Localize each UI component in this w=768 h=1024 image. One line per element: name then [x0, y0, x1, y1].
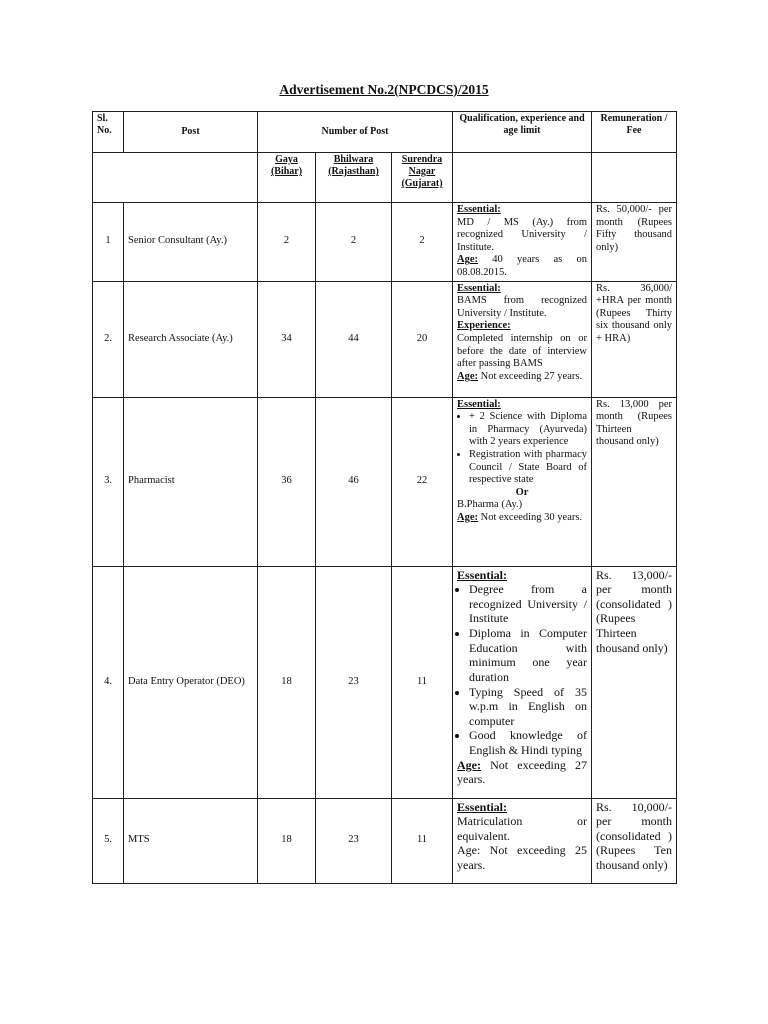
or-separator: Or	[515, 486, 529, 498]
header-number-of-post: Number of Post	[258, 112, 453, 153]
header-remuneration: Remuneration / Fee	[592, 112, 677, 153]
remuneration-cell: Rs. 13,000/- per month (consolidated ) (Rupees Thirteen thousand only)	[592, 566, 677, 798]
header-location-gaya: Gaya (Bihar)	[258, 153, 316, 203]
list-item: • Typing Speed of 35 w.p.m in English on computer	[469, 685, 587, 729]
remuneration-cell: Rs. 10,000/- per month (consolidated ) (Rupees Ten thousand only)	[592, 798, 677, 883]
sl-no: 3.	[93, 397, 124, 566]
count-bhilwara: 46	[316, 397, 392, 566]
age-label: Age:	[457, 254, 478, 266]
sl-no: 1	[93, 203, 124, 282]
age-text: Not exceeding 30 years.	[480, 511, 583, 523]
post-name: MTS	[124, 798, 258, 883]
list-item: • Good knowledge of English & Hindi typing	[469, 728, 587, 757]
header-row	[93, 112, 677, 153]
sl-no: 2.	[93, 281, 124, 397]
age-label: Age:	[457, 511, 478, 523]
count-gaya: 18	[258, 566, 316, 798]
count-gaya: 36	[258, 397, 316, 566]
essential-label: Essential:	[457, 799, 508, 814]
count-surendra-nagar: 2	[392, 203, 453, 282]
header-sl-no: Sl. No.	[93, 112, 124, 153]
post-name: Research Associate (Ay.)	[124, 281, 258, 397]
count-surendra-nagar: 20	[392, 281, 453, 397]
age-text: 40 years as on 08.08.2015.	[457, 254, 588, 278]
count-bhilwara: 23	[316, 566, 392, 798]
list-item: • Registration with pharmacy Council / State Board of respective state	[469, 449, 587, 487]
count-bhilwara: 2	[316, 203, 392, 282]
essential-label: Essential:	[457, 204, 501, 215]
count-bhilwara: 23	[316, 798, 392, 883]
remuneration-cell: Rs. 36,000/ +HRA per month (Rupees Thirty six thousand only + HRA)	[592, 281, 677, 397]
table-row	[93, 397, 677, 566]
post-name: Pharmacist	[124, 397, 258, 566]
remuneration-cell: Rs. 50,000/- per month (Rupees Fifty thousand only)	[592, 203, 677, 282]
list-item: • Diploma in Computer Education with minimum one year duration	[469, 626, 587, 685]
advertisement-table	[92, 111, 677, 884]
qualification-cell	[453, 203, 592, 282]
qualification-cell	[453, 798, 592, 883]
header-qualification: Qualification, experience and age limit	[453, 112, 592, 153]
experience-label: Experience:	[457, 320, 511, 332]
post-name: Data Entry Operator (DEO)	[124, 566, 258, 798]
age-label: Age:	[457, 757, 481, 772]
requirement-list	[457, 411, 587, 487]
requirement-list	[457, 582, 587, 758]
age-text: Not exceeding 27 years.	[457, 757, 588, 787]
page-title: Advertisement No.2(NPCDCS)/2015	[279, 82, 489, 97]
table-row	[93, 566, 677, 798]
age-text: Not exceeding 27 years.	[480, 370, 583, 382]
essential-text: BAMS from recognized University / Institute.	[457, 295, 587, 319]
essential-label: Essential:	[457, 282, 501, 294]
list-item: • Degree from a recognized University / Institute	[469, 582, 587, 626]
essential-label: Essential:	[457, 567, 508, 582]
count-surendra-nagar: 11	[392, 798, 453, 883]
sl-no: 4.	[93, 566, 124, 798]
sl-no: 5.	[93, 798, 124, 883]
count-gaya: 18	[258, 798, 316, 883]
list-item: • + 2 Science with Diploma in Pharmacy (Ayurveda) with 2 years experience	[469, 411, 587, 449]
header-post: Post	[124, 112, 258, 153]
count-bhilwara: 44	[316, 281, 392, 397]
count-surendra-nagar: 22	[392, 397, 453, 566]
count-gaya: 2	[258, 203, 316, 282]
essential-label: Essential:	[457, 398, 501, 410]
count-surendra-nagar: 11	[392, 566, 453, 798]
post-name: Senior Consultant (Ay.)	[124, 203, 258, 282]
essential-text: Matriculation or equivalent.	[457, 814, 587, 843]
qualification-cell	[453, 566, 592, 798]
remuneration-cell: Rs. 13,000 per month (Rupees Thirteen thousand only)	[592, 397, 677, 566]
header-location-surendra-nagar: Surendra Nagar (Gujarat)	[392, 153, 453, 203]
location-header-row	[93, 153, 677, 203]
alternative-qualification: B.Pharma (Ay.)	[457, 499, 523, 511]
experience-text: Completed internship on or before the date of interview after passing BAMS	[457, 332, 587, 370]
age-label: Age:	[457, 370, 478, 382]
table-row	[93, 798, 677, 883]
qualification-cell	[453, 281, 592, 397]
count-gaya: 34	[258, 281, 316, 397]
table-row	[93, 281, 677, 397]
qualification-cell	[453, 397, 592, 566]
header-location-bhilwara: Bhilwara (Rajasthan)	[316, 153, 392, 203]
essential-text: MD / MS (Ay.) from recognized University / Institute.	[457, 216, 587, 253]
table-row	[93, 203, 677, 282]
age-text: Age: Not exceeding 25 years.	[457, 843, 587, 873]
